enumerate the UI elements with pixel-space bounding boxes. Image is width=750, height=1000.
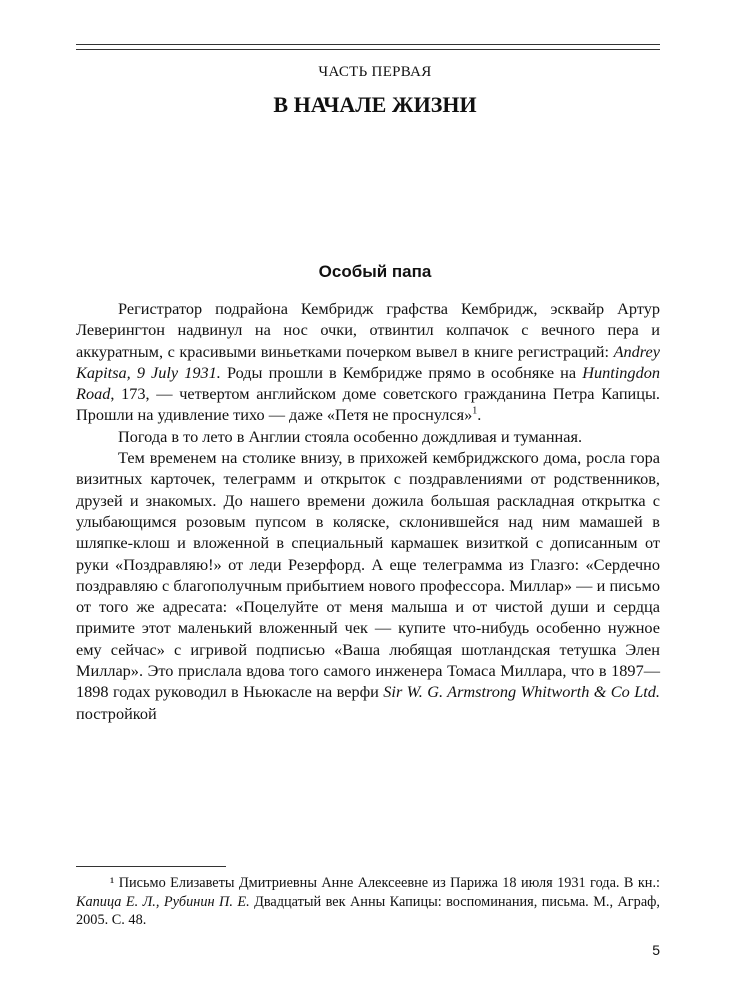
paragraph-2: Погода в то лето в Англии стояла особенно дождливая и туманная. xyxy=(118,426,583,446)
part-label: ЧАСТЬ ПЕРВАЯ xyxy=(318,64,432,80)
part-title: В НАЧАЛЕ ЖИЗНИ xyxy=(273,92,477,117)
header-double-rule xyxy=(76,44,660,50)
body-text xyxy=(76,298,660,724)
footnote-rule xyxy=(76,866,226,867)
registry-entry: Andrey Kapitsa, 9 July 1931. xyxy=(76,341,660,382)
footnote-ref: 1 xyxy=(472,406,478,418)
footnote: ¹ Письмо Елизаветы Дмитриевны Анне Алексеевне из Парижа 18 июля 1931 года. В кн.: Капица Е. Л., Рубинин П. Е. Двадцатый век Анны Капицы: воспоминания, письма. М., Аграф, 2005. С. 48. xyxy=(76,875,660,928)
page-number: 5 xyxy=(652,942,660,958)
section-title: Особый папа xyxy=(318,262,432,281)
paragraph-3: Тем временем на столике внизу, в прихожей кембриджского дома, росла гора визитных карточек, телеграмм и открыток с поздравлениями от родственников, друзей и знакомых. До нашего времени дожила большая раскладная открытка с улыбающимся розовым пупсом в коляске, склонившейся над ним мамашей в шляпке-клош и вложенной в специальный кармашек визиткой с дописанным от руки «Поздравляю!» от леди Резерфорд. А еще телеграмма из Глазго: «Сердечно поздравляю с благополучным прибытием нового профессора. Миллар» — и письмо от того же адресата: «Поцелуйте от меня малыша и от чистой души и сердца примите этот маленький вложенный чек — купите что-нибудь особенно нужное ему сейчас» с игривой подписью «Ваша любящая шотландская тетушка Элен Миллар». Это прислала вдова того самого инженера Томаса Миллара, что в 1897—1898 годах руководил в Ньюкасле на верфи Sir W. G. Armstrong Whitworth & Co Ltd. постройкой xyxy=(76,448,660,723)
company-name: Sir W. G. Armstrong Whitworth & Co Ltd. xyxy=(383,682,660,702)
street-name: Huntingdon Road xyxy=(76,362,660,404)
footnote-authors: Капица Е. Л., Рубинин П. Е. xyxy=(76,893,250,910)
paragraph-1: Регистратор подрайона Кембридж графства Кембридж, эсквайр Артур Леверингтон надвинул на нос очки, отвинтил колпачок с вечного пера и аккуратным, с красивыми виньетками почерком вывел в книге регистраций: Andrey Kapitsa, 9 July 1931. Роды прошли в Кембридже прямо в особняке на Huntingdon Road, 173, — четвертом английском доме советского гражданина Петра Капицы. Прошли на удивление тихо — даже «Петя не проснулся»$^1$. xyxy=(76,299,660,425)
